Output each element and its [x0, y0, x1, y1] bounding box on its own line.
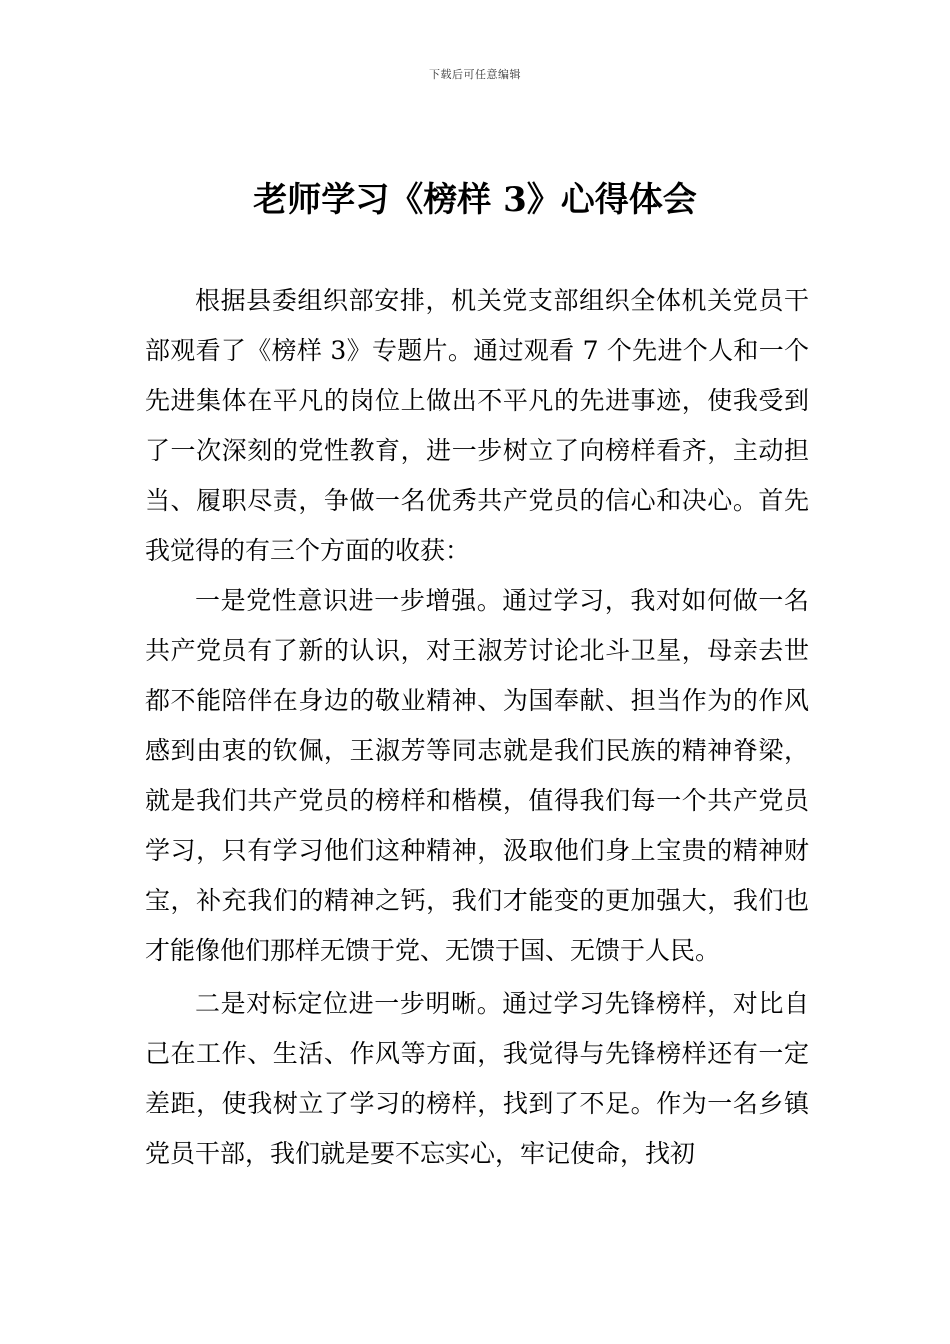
document-title: 老师学习《榜样 3》心得体会 [253, 180, 697, 220]
document-body [145, 276, 809, 1179]
paragraph-intro: 根据县委组织部安排，机关党支部组织全体机关党员干部观看了《榜样 3》专题片。通过观看 7 个先进个人和一个先进集体在平凡的岗位上做出不平凡的先进事迹，使我受到了一次深刻的党性教育，进一步树立了向榜样看齐，主动担当、履职尽责，争做一名优秀共产党员的信心和决心。首先我觉得的有三个方面的收获： [145, 286, 809, 565]
paragraph-second-point: 二是对标定位进一步明晰。通过学习先锋榜样，对比自己在工作、生活、作风等方面，我觉得与先锋榜样还有一定差距，使我树立了学习的榜样，找到了不足。作为一名乡镇党员干部，我们就是要不忘实心，牢记使命，找初 [145, 989, 809, 1168]
paragraph-first-point: 一是党性意识进一步增强。通过学习，我对如何做一名共产党员有了新的认识，对王淑芳讨论北斗卫星，母亲去世都不能陪伴在身边的敬业精神、为国奉献、担当作为的作风感到由衷的钦佩，王淑芳等同志就是我们民族的精神脊梁，就是我们共产党员的榜样和楷模，值得我们每一个共产党员学习，只有学习他们这种精神，汲取他们身上宝贵的精神财宝，补充我们的精神之钙，我们才能变的更加强大，我们也才能像他们那样无馈于党、无馈于国、无馈于人民。 [145, 586, 809, 965]
page-header-note: 下载后可任意编辑 [429, 68, 521, 81]
